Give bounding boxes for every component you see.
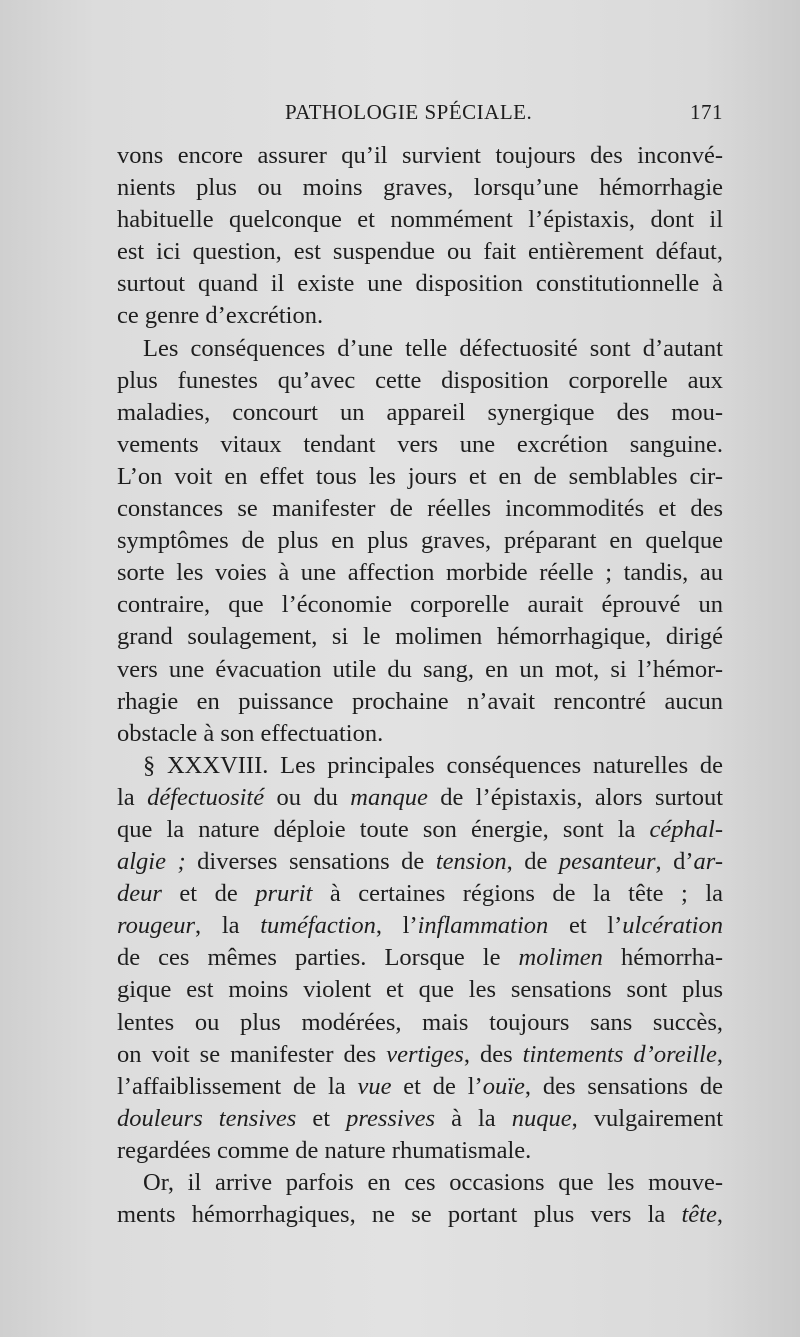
text-run: gique est moins violent et que les sensations sont plus [117, 976, 723, 1004]
text-run: à la [435, 1104, 512, 1132]
text-run: regardées comme de nature rhumatismale. [117, 1136, 532, 1164]
text-line [117, 1199, 723, 1231]
text-run: L’on voit en effet tous les jours et en de semblables cir- [117, 462, 723, 490]
italic-term: pressives [346, 1104, 436, 1132]
italic-term: deur [117, 880, 162, 908]
text-line [117, 686, 723, 718]
text-run: que la nature déploie toute son énergie, sont la [117, 815, 650, 843]
text-run: maladies, concourt un appareil synergique des mou- [117, 398, 723, 426]
text-run: de l’épistaxis, alors surtout [427, 783, 724, 811]
italic-term: tuméfaction [260, 912, 376, 940]
text-line [117, 974, 723, 1006]
text-line [117, 1103, 723, 1135]
text-line [117, 236, 723, 268]
text-run: et l’ [548, 912, 623, 940]
text-line [117, 910, 723, 942]
body-text [117, 140, 723, 1231]
text-line [117, 268, 723, 300]
text-line [117, 782, 723, 814]
text-run: , de [506, 848, 559, 876]
italic-term: ulcération [622, 912, 723, 940]
text-line [117, 429, 723, 461]
running-header [117, 100, 723, 132]
text-line [117, 172, 723, 204]
text-run: contraire, que l’économie corporelle aurait éprouvé un [117, 591, 723, 619]
italic-term: algie ; [117, 848, 186, 876]
text-run: est ici question, est suspendue ou fait entièrement défaut, [117, 238, 723, 266]
text-line [117, 557, 723, 589]
text-line [117, 525, 723, 557]
text-run: diverses sensations de [185, 848, 436, 876]
text-run: Or, il arrive parfois en ces occasions que les mouve- [143, 1169, 723, 1196]
text-line [117, 461, 723, 493]
text-line [117, 750, 723, 782]
text-run: obstacle à son effectuation. [117, 719, 384, 747]
text-run: , d’ [655, 848, 694, 876]
text-run: , des sensations de [524, 1072, 723, 1100]
text-run: ou du [264, 783, 351, 811]
italic-term: céphal- [649, 815, 723, 843]
italic-term: pesanteur [558, 848, 656, 876]
text-run: , [716, 1201, 723, 1229]
text-run: § XXXVIII. Les principales conséquences naturelles de [143, 751, 723, 779]
italic-term: tintements d’oreille [522, 1040, 717, 1068]
text-run: Les conséquences d’une telle défectuosité sont d’autant [143, 334, 723, 362]
text-line [117, 1071, 723, 1103]
text-run: , la [195, 912, 261, 940]
text-run: de ces mêmes parties. Lorsque le [117, 944, 519, 972]
text-run: , vulgairement [571, 1104, 723, 1132]
text-line [117, 621, 723, 653]
page-number: 171 [690, 100, 723, 124]
text-line [117, 942, 723, 974]
text-run: habituelle quelconque et nommément l’épistaxis, dont il [117, 206, 723, 234]
text-run: surtout quand il existe une disposition constitutionnelle à [117, 270, 723, 298]
text-line [117, 300, 723, 332]
text-run: et [296, 1104, 347, 1132]
text-run: constances se manifester de réelles incommodités et des [117, 495, 723, 523]
text-line [117, 1007, 723, 1039]
text-run: plus funestes qu’avec cette disposition corporelle aux [117, 366, 723, 394]
text-line [117, 718, 723, 750]
italic-term: défectuosité [147, 783, 265, 811]
italic-term: tête [681, 1201, 717, 1229]
text-run: vons encore assurer qu’il survient toujours des inconvé- [117, 142, 723, 169]
text-line [117, 878, 723, 910]
text-line [117, 333, 723, 365]
italic-term: prurit [255, 880, 313, 908]
text-run: , l’ [375, 912, 418, 940]
text-run: , [716, 1040, 723, 1068]
italic-term: vue [357, 1072, 392, 1100]
text-run: symptômes de plus en plus graves, préparant en quelque [117, 527, 723, 555]
text-run: vers une évacuation utile du sang, en un mot, si l’hémor- [117, 655, 723, 683]
italic-term: ouïe [482, 1072, 525, 1100]
text-line [117, 654, 723, 686]
text-line [117, 1135, 723, 1167]
text-run: l’affaiblissement de la [117, 1072, 358, 1100]
text-run: à certaines régions de la tête ; la [312, 880, 723, 908]
text-line [117, 1167, 723, 1199]
text-line [117, 814, 723, 846]
italic-term: nuque [511, 1104, 572, 1132]
italic-term: molimen [518, 944, 603, 972]
italic-term: manque [350, 783, 428, 811]
text-run: et de l’ [391, 1072, 483, 1100]
text-run: on voit se manifester des [117, 1040, 387, 1068]
italic-term: rougeur [117, 912, 196, 940]
text-run: rhagie en puissance prochaine n’avait rencontré aucun [117, 687, 723, 715]
text-line [117, 140, 723, 172]
text-line [117, 204, 723, 236]
text-line [117, 493, 723, 525]
text-run: nients plus ou moins graves, lorsqu’une hémorrhagie [117, 174, 723, 202]
running-title: PATHOLOGIE SPÉCIALE. [285, 100, 533, 124]
italic-term: tension [435, 848, 507, 876]
text-run: , des [463, 1040, 523, 1068]
text-line [117, 397, 723, 429]
text-run: vements vitaux tendant vers une excrétion sanguine. [117, 430, 723, 458]
text-line [117, 589, 723, 621]
text-run: sorte les voies à une affection morbide réelle ; tandis, au [117, 559, 723, 587]
italic-term: vertiges [386, 1040, 464, 1068]
italic-term: douleurs tensives [117, 1104, 297, 1132]
text-run: lentes ou plus modérées, mais toujours sans succès, [117, 1008, 723, 1036]
text-run: ce genre d’excrétion. [117, 302, 324, 330]
text-run: et de [161, 880, 256, 908]
italic-term: ar- [693, 848, 723, 876]
italic-term: inflammation [417, 912, 549, 940]
text-line [117, 365, 723, 397]
text-line [117, 1039, 723, 1071]
text-run: grand soulagement, si le molimen hémorrhagique, dirigé [117, 623, 723, 651]
text-run: hémorrha- [602, 944, 723, 972]
text-run: ments hémorrhagiques, ne se portant plus vers la [117, 1201, 682, 1229]
text-run: la [117, 783, 148, 811]
text-line [117, 846, 723, 878]
